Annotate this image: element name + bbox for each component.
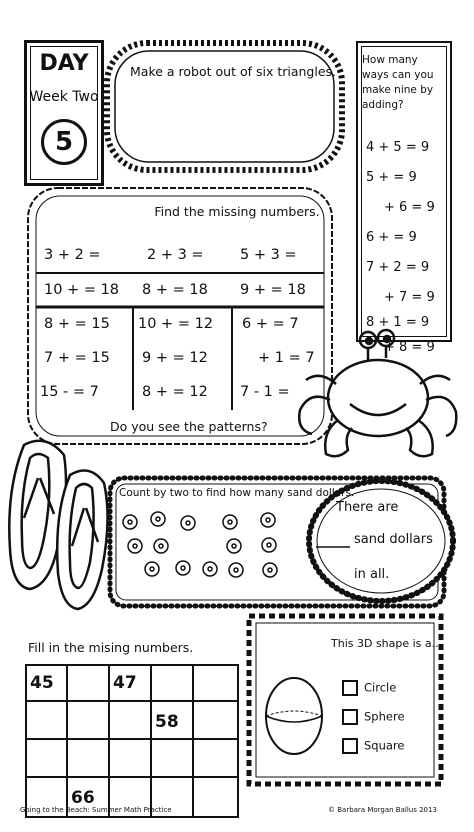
sand-dollar bbox=[176, 561, 190, 575]
ways-question: How many ways can you make nine by adding? bbox=[362, 54, 434, 111]
missing-cell: 9 + = 18 bbox=[240, 282, 306, 298]
ways-equation: + 8 = 9 bbox=[384, 340, 435, 355]
sand-dollar bbox=[145, 562, 159, 576]
missing-cell: 7 + = 15 bbox=[44, 350, 110, 366]
missing-title: Find the missing numbers. bbox=[154, 204, 320, 219]
sand-dollar bbox=[203, 562, 217, 576]
sand-dollar bbox=[128, 539, 142, 553]
ways-equation: + 6 = 9 bbox=[384, 200, 435, 215]
missing-cell: 9 + = 12 bbox=[142, 350, 208, 366]
ways-equation: + 7 = 9 bbox=[384, 290, 435, 305]
option-sphere[interactable] bbox=[342, 709, 405, 725]
footer-copyright: © Barbara Morgan Ballus 2013 bbox=[328, 806, 437, 814]
missing-cell: 5 + 3 = bbox=[240, 247, 297, 263]
flip-flops-illustration bbox=[9, 441, 107, 609]
week-label: Week Two bbox=[29, 89, 99, 105]
sand-instruction: Count by two to find how many sand dollars. bbox=[119, 487, 355, 499]
missing-cell: 2 + 3 = bbox=[147, 247, 204, 263]
day-number: 5 bbox=[41, 119, 87, 165]
option-circle[interactable] bbox=[342, 680, 396, 696]
sand-dollar bbox=[263, 563, 277, 577]
sand-dollar bbox=[262, 538, 276, 552]
missing-cell: 8 + = 15 bbox=[44, 316, 110, 332]
ways-equation: 8 + 1 = 9 bbox=[366, 315, 430, 330]
sand-dollar bbox=[223, 515, 237, 529]
fill-title: Fill in the mising numbers. bbox=[28, 640, 194, 655]
fill-cell: 45 bbox=[30, 673, 54, 693]
sand-dollar bbox=[261, 513, 275, 527]
footer-title: Going to the Beach: Summer Math Practice bbox=[20, 806, 172, 814]
missing-cell: 8 + = 12 bbox=[142, 384, 208, 400]
day-label: DAY bbox=[39, 51, 89, 76]
sand-dollar bbox=[154, 539, 168, 553]
robot-prompt: Make a robot out of six triangles. bbox=[130, 64, 337, 79]
missing-cell: 8 + = 18 bbox=[142, 282, 208, 298]
sand-dollar bbox=[227, 539, 241, 553]
option-label: Circle bbox=[364, 680, 397, 695]
sand-dollar bbox=[181, 516, 195, 530]
checkbox-icon[interactable] bbox=[342, 709, 358, 725]
shape-question: This 3D shape is a... bbox=[331, 637, 443, 650]
sand-dollars bbox=[123, 512, 277, 577]
fill-cell: 47 bbox=[113, 673, 137, 693]
sand-dollar bbox=[151, 512, 165, 526]
option-square[interactable] bbox=[342, 738, 405, 754]
patterns-question: Do you see the patterns? bbox=[110, 419, 268, 434]
missing-cell: + 1 = 7 bbox=[258, 350, 315, 366]
ways-equation: 4 + 5 = 9 bbox=[366, 140, 430, 155]
ways-equation: 5 + = 9 bbox=[366, 170, 417, 185]
sand-answer-line3: in all. bbox=[354, 567, 390, 582]
missing-cell: 15 - = 7 bbox=[40, 384, 99, 400]
sand-answer-line1: There are bbox=[336, 500, 399, 515]
fill-cell: 66 bbox=[71, 788, 95, 808]
ways-equation: 6 + = 9 bbox=[366, 230, 417, 245]
sand-answer-line2: sand dollars bbox=[354, 532, 433, 547]
checkbox-icon[interactable] bbox=[342, 680, 358, 696]
day-badge bbox=[24, 40, 104, 186]
missing-cell: 6 + = 7 bbox=[242, 316, 299, 332]
missing-cell: 3 + 2 = bbox=[44, 247, 101, 263]
fill-cell: 58 bbox=[155, 712, 179, 732]
missing-cell: 7 - 1 = bbox=[240, 384, 290, 400]
ways-equation: 7 + 2 = 9 bbox=[366, 260, 430, 275]
sand-dollar bbox=[229, 563, 243, 577]
robot-frame bbox=[107, 43, 342, 170]
missing-cell: 10 + = 18 bbox=[44, 282, 120, 298]
sand-dollar bbox=[123, 515, 137, 529]
option-label: Sphere bbox=[364, 709, 405, 724]
checkbox-icon[interactable] bbox=[342, 738, 358, 754]
missing-cell: 10 + = 12 bbox=[138, 316, 214, 332]
shape-question-panel bbox=[247, 614, 443, 786]
option-label: Square bbox=[364, 738, 405, 753]
ways-to-nine-panel bbox=[356, 41, 452, 355]
